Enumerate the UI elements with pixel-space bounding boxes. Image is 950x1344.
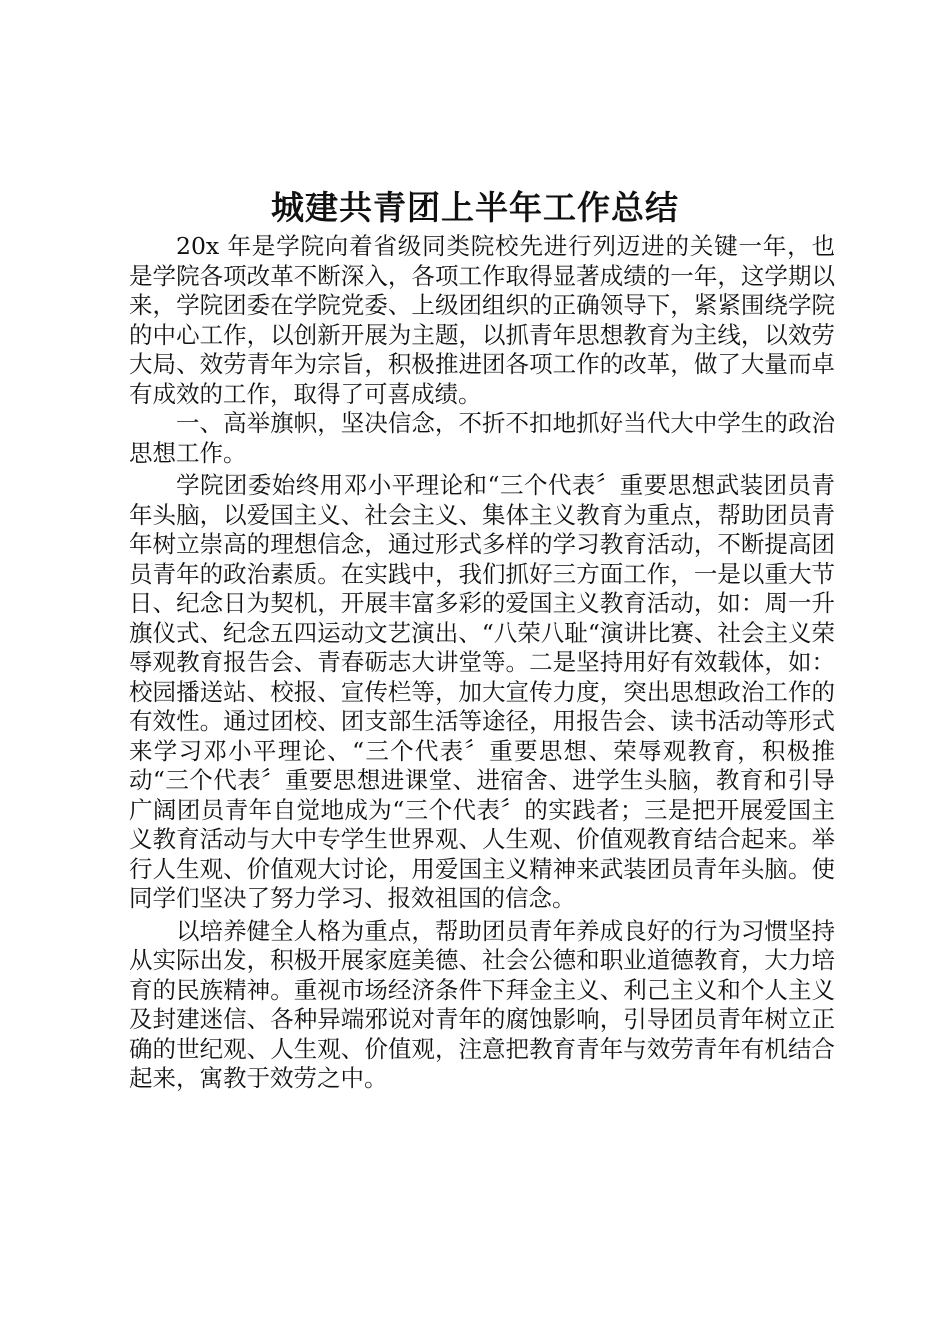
paragraph-character-building: 以培养健全人格为重点，帮助团员青年养成良好的行为习惯坚持从实际出发，积极开展家庭美德、社会公德和职业道德教育，大力培育的民族精神。重视市场经济条件下拜金主义、利己主义和个人主义及封建迷信、各种异端邪说对青年的腐蚀影响，引导团员青年树立正确的世纪观、人生观、价值观，注意把教育青年与效劳青年有机结合起来，寓教于效劳之中。: [129, 916, 835, 1092]
document-body: [129, 232, 835, 1094]
paragraph-intro: 20x 年是学院向着省级同类院校先进行列迈进的关键一年，也是学院各项改革不断深入，各项工作取得显著成绩的一年，这学期以来，学院团委在学院党委、上级团组织的正确领导下，紧紧围绕学院的中心工作，以创新开展为主题，以抓青年思想教育为主线，以效劳大局、效劳青年为宗旨，积极推进团各项工作的改革，做了大量而卓有成效的工作，取得了可喜成绩。: [129, 232, 835, 408]
paragraph-section-heading: 一、高举旗帜，坚决信念，不折不扣地抓好当代大中学生的政治思想工作。: [129, 409, 835, 467]
document-title: 城建共青团上半年工作总结: [271, 188, 679, 227]
paragraph-political-education: 学院团委始终用邓小平理论和“三个代表〞重要思想武装团员青年头脑，以爱国主义、社会主义、集体主义教育为重点，帮助团员青年树立崇高的理想信念，通过形式多样的学习教育活动，不断提高团员青年的政治素质。在实践中，我们抓好三方面工作，一是以重大节日、纪念日为契机，开展丰富多彩的爱国主义教育活动，如：周一升旗仪式、纪念五四运动文艺演出、“八荣八耻“演讲比赛、社会主义荣辱观教育报告会、青春砺志大讲堂等。二是坚持用好有效载体，如：校园播送站、校报、宣传栏等，加大宣传力度，突出思想政治工作的有效性。通过团校、团支部生活等途径，用报告会、读书活动等形式来学习邓小平理论、“三个代表〞重要思想、荣辱观教育，积极推动“三个代表〞重要思想进课堂、进宿舍、进学生头脑，教育和引导广阔团员青年自觉地成为“三个代表〞的实践者；三是把开展爱国主义教育活动与大中专学生世界观、人生观、价值观教育结合起来。举行人生观、价值观大讨论，用爱国主义精神来武装团员青年头脑。使同学们坚决了努力学习、报效祖国的信念。: [129, 471, 835, 912]
